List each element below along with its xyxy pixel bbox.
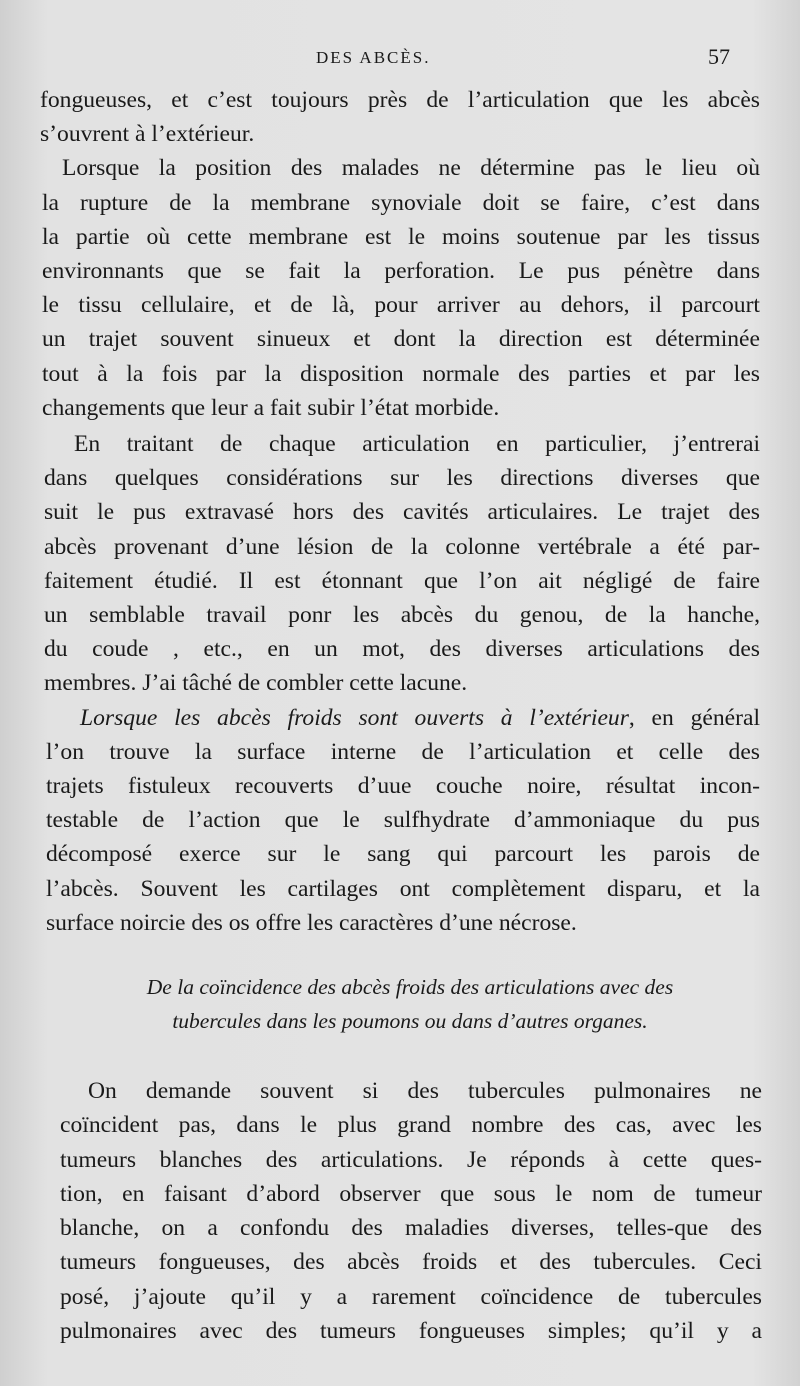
text-line: environnants que se fait la perforation. Le pus pénètre dans: [42, 258, 760, 285]
paragraph-3: [40, 425, 760, 701]
section-body: [60, 1074, 762, 1348]
text-line: un semblable travail ponr les abcès du genou, de la hanche,: [44, 602, 760, 629]
text-line: l’abcès. Souvent les cartilages ont complètement disparu, et la: [46, 875, 760, 902]
text-line: suit le pus extravasé hors des cavités articulaires. Le trajet des: [44, 499, 760, 526]
text-line: [80, 701, 760, 735]
text-line: pulmonaires avec des tumeurs fongueuses simples; qu’il y a: [60, 1318, 762, 1345]
heading-line: tubercules dans les poumons ou dans d’autres organes.: [172, 1009, 648, 1033]
text-line: surface noircie des os offre les caractères d’une nécrose.: [46, 909, 577, 936]
text-line: du coude , etc., en un mot, des diverses articulations des: [44, 636, 760, 663]
text-line: coïncident pas, dans le plus grand nombre des cas, avec les: [60, 1112, 762, 1139]
text-line: blanche, on a confondu des maladies diverses, telles-que des: [60, 1215, 762, 1242]
lead-rest: , en général: [628, 704, 761, 731]
text-line: l’on trouve la surface interne de l’articulation et celle des: [46, 738, 760, 765]
page-header: [0, 42, 800, 76]
paragraph-1: [40, 83, 760, 151]
text-line: le tissu cellulaire, et de là, pour arriver au dehors, il parcourt: [42, 292, 760, 319]
text-line: tion, en faisant d’abord observer que sous le nom de tumeur: [60, 1180, 762, 1207]
text-line: tout à la fois par la disposition normale des parties et par les: [42, 360, 760, 387]
page-number: 57: [708, 44, 730, 69]
text-line: faitement étudié. Il est étonnant que l’on ait négligé de faire: [44, 567, 760, 594]
text-line: décomposé exerce sur le sang qui parcourt les parois de: [46, 841, 760, 868]
text-line: tumeurs blanches des articulations. Je réponds à cette ques-: [60, 1146, 762, 1173]
text-line: la rupture de la membrane synoviale doit se faire, c’est dans: [42, 189, 760, 216]
paragraph-2: [40, 151, 760, 425]
text-line: On demande souvent si des tubercules pulmonaires ne: [88, 1078, 762, 1104]
italic-lead: Lorsque les abcès froids sont ouverts à l’extérieur: [80, 704, 629, 731]
heading-line: De la coïncidence des abcès froids des articulations avec des: [146, 975, 674, 999]
text-line: posé, j’ajoute qu’il y a rarement coïncidence de tubercules: [60, 1283, 762, 1310]
text-line: En traitant de chaque articulation en particulier, j’entrerai: [74, 431, 760, 458]
body-text: [40, 83, 760, 940]
text-line: un trajet souvent sinueux et dont la direction est déterminée: [42, 326, 760, 353]
text-line: membres. J’ai tâché de combler cette lacune.: [44, 670, 468, 697]
paragraph-4: [40, 701, 760, 940]
text-line: abcès provenant d’une lésion de la colonne vertébrale a été par-: [44, 533, 760, 560]
text-line: trajets fistuleux recouverts d’uue couche noire, résultat incon-: [46, 773, 760, 800]
text-line: la partie où cette membrane est le moins soutenue par les tissus: [42, 223, 760, 250]
text-line: changements que leur a fait subir l’état morbide.: [42, 394, 500, 421]
running-title: DES ABCÈS.: [316, 48, 431, 67]
text-line: s’ouvrent à l’extérieur.: [40, 121, 255, 148]
section-heading: [60, 970, 760, 1038]
text-line: fongueuses, et c’est toujours près de l’articulation que les abcès: [40, 87, 760, 113]
text-line: tumeurs fongueuses, des abcès froids et des tubercules. Ceci: [60, 1249, 762, 1276]
text-line: Lorsque la position des malades ne détermine pas le lieu où: [62, 155, 760, 182]
text-line: testable de l’action que le sulfhydrate d’ammoniaque du pus: [46, 807, 760, 834]
text-line: dans quelques considérations sur les directions diverses que: [44, 465, 760, 492]
